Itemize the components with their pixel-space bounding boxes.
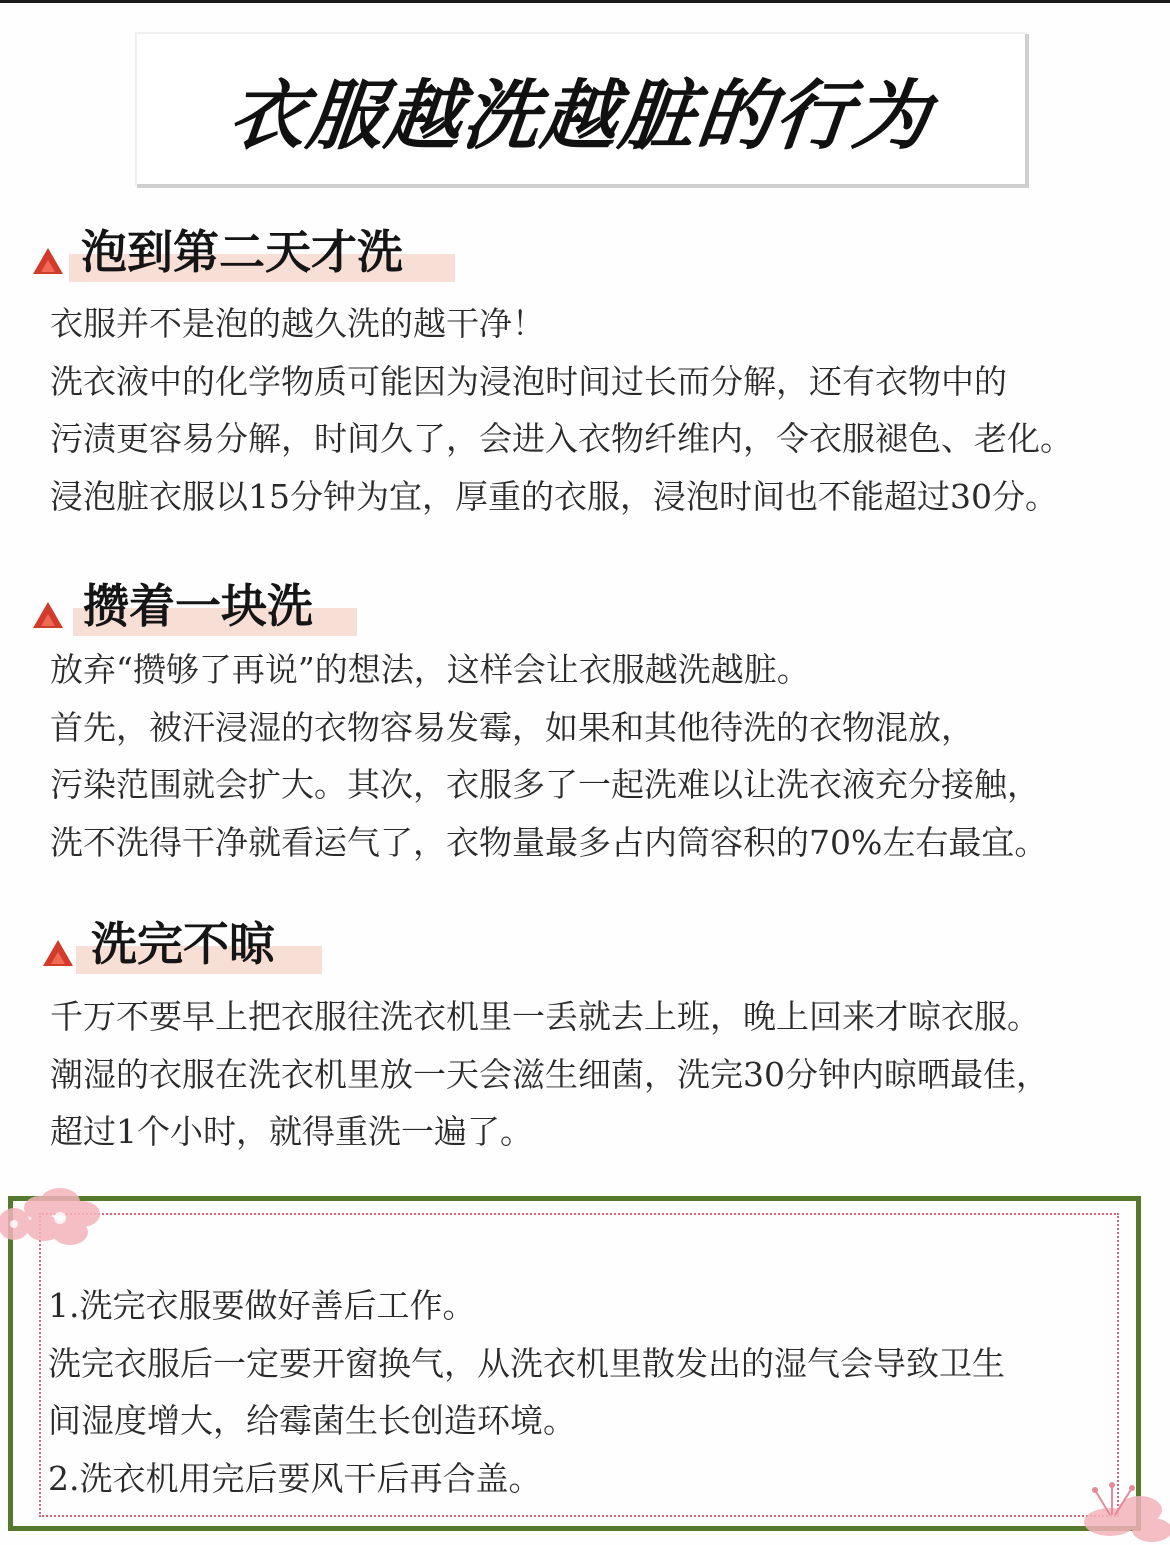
body-line: 衣服并不是泡的越久洗的越干净！ [50,304,545,343]
title-box [137,34,1029,188]
body-line: 超过1个小时，就得重洗一遍了。 [50,1112,533,1151]
top-border-rule [0,0,1170,3]
plum-blossom-icon [1040,1470,1170,1545]
section-body-not-drying [50,988,1160,1161]
body-line: 污渍更容易分解，时间久了，会进入衣物纤维内，令衣服褪色、老化。 [50,419,1073,458]
body-line: 污染范围就会扩大。其次，衣服多了一起洗难以让洗衣液充分接触， [50,765,1040,804]
body-line: 首先，被汗浸湿的衣物容易发霉，如果和其他待洗的衣物混放， [50,707,974,747]
warning-triangle-icon [43,940,73,966]
section-body-saving-up [50,641,1160,871]
body-line: 洗衣液中的化学物质可能因为浸泡时间过长而分解，还有衣物中的 [50,361,1007,401]
body-line: 浸泡脏衣服以15分钟为宜，厚重的衣服，浸泡时间也不能超过30分。 [50,476,1058,516]
tips-text [48,1277,1128,1507]
section-heading-text: 攒着一块洗 [83,579,313,633]
warning-triangle-icon [33,248,63,274]
section-body-soaking [50,295,1160,525]
section-heading-text: 泡到第二天才洗 [81,225,403,279]
section-heading-saving-up [33,576,363,636]
warning-triangle-icon [33,602,63,628]
tip-line: 2.洗衣机用完后要风干后再合盖。 [48,1458,542,1498]
tip-line: 1.洗完衣服要做好善后工作。 [48,1286,476,1325]
plum-blossom-icon [0,1180,110,1250]
page-title: 衣服越洗越脏的行为 [224,70,937,160]
section-heading-text: 洗完不晾 [91,917,275,971]
tip-line: 洗完衣服后一定要开窗换气，从洗衣机里散发出的湿气会导致卫生 [48,1343,1005,1383]
section-heading-soaking [33,222,463,282]
body-line: 放弃“攒够了再说”的想法，这样会让衣服越洗越脏。 [50,650,810,689]
section-heading-not-drying [43,914,333,974]
body-line: 潮湿的衣服在洗衣机里放一天会滋生细菌，洗完30分钟内晾晒最佳， [50,1054,1049,1094]
body-line: 千万不要早上把衣服往洗衣机里一丢就去上班，晚上回来才晾衣服。 [50,997,1040,1036]
tip-line: 间湿度增大，给霉菌生长创造环境。 [48,1401,576,1440]
body-line: 洗不洗得干净就看运气了，衣物量最多占内筒容积的70%左右最宜。 [50,822,1048,862]
